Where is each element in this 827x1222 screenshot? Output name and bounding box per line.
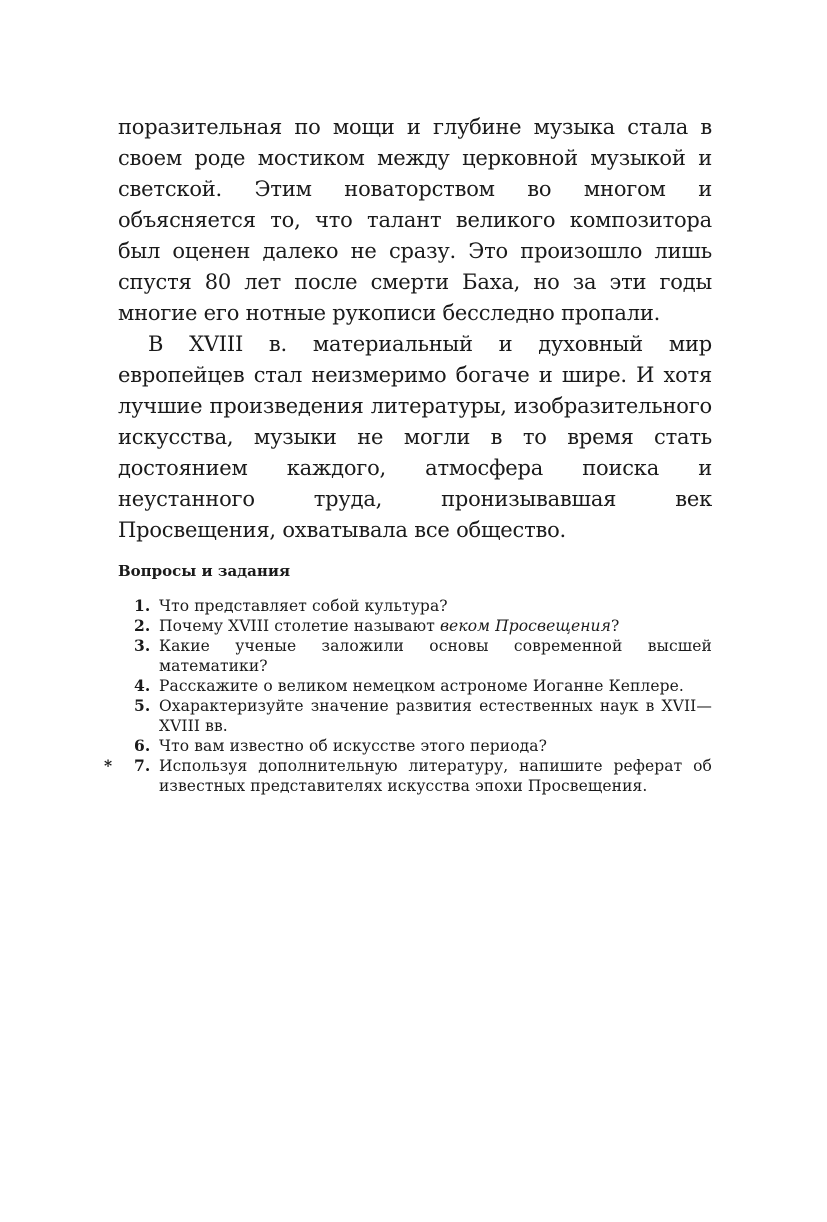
question-text: Используя дополнительную литературу, напишите реферат об известных представителях искусства эпохи Просвещения. xyxy=(159,757,712,795)
page-content xyxy=(104,112,712,796)
question-text: Расскажите о великом немецком астрономе Иоганне Кеплере. xyxy=(159,677,684,695)
question-number: 5. xyxy=(134,696,151,715)
advanced-task-mark: * xyxy=(104,756,113,775)
question-number: 3. xyxy=(134,636,151,655)
question-item xyxy=(118,636,712,676)
question-item xyxy=(118,596,712,616)
question-text: Охарактеризуйте значение развития естественных наук в XVII—XVIII вв. xyxy=(159,697,712,735)
question-emphasis: веком Просвещения xyxy=(439,617,611,635)
questions-list xyxy=(104,596,712,796)
question-text: Что вам известно об искусстве этого периода? xyxy=(159,737,548,755)
question-item xyxy=(104,756,712,796)
paragraph: поразительная по мощи и глубине музыка стала в своем роде мостиком между церковной музыкой и светской. Этим новаторством во многом и объясняется то, что талант великого композитора был оценен далеко не сразу. Это произошло лишь спустя 80 лет после смерти Баха, но за эти годы многие его нотные рукописи бесследно пропали. xyxy=(118,115,712,325)
question-text-end: ? xyxy=(611,617,620,635)
question-item xyxy=(118,736,712,756)
question-number: 2. xyxy=(134,616,151,635)
question-number: 7. xyxy=(134,756,151,775)
questions-heading: Вопросы и задания xyxy=(118,562,291,580)
question-item xyxy=(118,676,712,696)
question-item xyxy=(118,616,712,636)
question-number: 1. xyxy=(134,596,151,615)
question-item xyxy=(118,696,712,736)
question-number: 4. xyxy=(134,676,151,695)
question-text: Какие ученые заложили основы современной высшей математики? xyxy=(159,637,712,675)
body-text xyxy=(118,112,712,546)
question-number: 6. xyxy=(134,736,151,755)
paragraph: В XVIII в. материальный и духовный мир европейцев стал неизмеримо богаче и шире. И хотя лучшие произведения литературы, изобразительного искусства, музыки не могли в то время стать достоянием каждого, атмосфера поиска и неустанного труда, пронизывавшая век Просвещения, охватывала все общество. xyxy=(118,332,712,542)
question-text: Почему XVIII столетие называют xyxy=(159,617,440,635)
question-text: Что представляет собой культура? xyxy=(159,597,448,615)
